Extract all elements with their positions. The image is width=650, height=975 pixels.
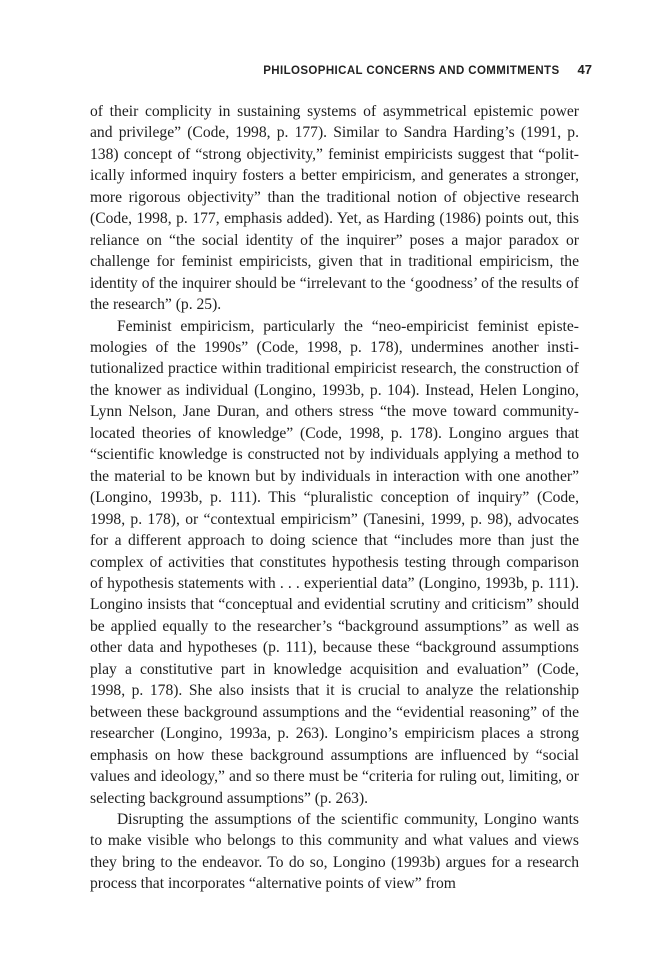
body-text [90, 101, 579, 895]
running-header [90, 62, 592, 82]
running-title: PHILOSOPHICAL CONCERNS AND COMMITMENTS [263, 65, 560, 77]
page-number: 47 [577, 62, 592, 77]
paragraph-feminist-empiricism: Feminist empiricism, particularly the “neo-empiricist feminist epistemologies of the 1990s” (Code, 1998, p. 178), undermines another institutionalized practice within traditional empiricist research, the construction of the knower as individual (Longino, 1993b, p. 104). Instead, Helen Longino, Lynn Nelson, Jane Duran, and others stress “the move toward community-located theories of knowledge” (Code, 1998, p. 178). Longino argues that “scientific knowledge is constructed not by individuals applying a method to the material to be known but by individuals in interaction with one another” (Longino, 1993b, p. 111). This “pluralistic conception of inquiry” (Code, 1998, p. 178), or “contextual empiricism” (Tanesini, 1999, p. 98), advocates for a different approach to doing science that “includes more than just the complex of activities that constitutes hypothesis testing through comparison of hypothesis statements with . . . experiential data” (Longino, 1993b, p. 111). Longino insists that “conceptual and evidential scrutiny and criticism” should be applied equally to the researcher’s “background assumptions” as well as other data and hypotheses (p. 111), because these “background assumptions play a constitutive part in knowledge acquisition and evaluation” (Code, 1998, p. 178). She also insists that it is crucial to analyze the relationship between these background assumptions and the “evidential reasoning” of the researcher (Longino, 1993a, p. 263). Longino’s empiricism places a strong emphasis on how these background assumptions are influenced by “social values and ideology,” and so there must be “criteria for ruling out, limiting, or selecting background assumptions” (p. 263). [90, 317, 579, 807]
paragraph-continued: of their complicity in sustaining systems of asymmetrical epistemic power and privilege” (Code, 1998, p. 177). Similar to Sandra Harding’s (1991, p. 138) concept of “strong objectivity,” feminist empiricists suggest that “politically informed inquiry fosters a better empiricism, and generates a stronger, more rigorous objectivity” than the traditional notion of objective research (Code, 1998, p. 177, emphasis added). Yet, as Harding (1986) points out, this reliance on “the social identity of the inquirer” poses a major paradox or challenge for feminist empiricists, given that in traditional empiricism, the identity of the inquirer should be “irrelevant to the ‘goodness’ of the results of the research” (p. 25). [90, 103, 579, 314]
paragraph-disrupting-assumptions: Disrupting the assumptions of the scientific community, Longino wants to make visible who belongs to this community and what values and views they bring to the endeavor. To do so, Longino (1993b) argues for a research process that incorporates “alternative points of view” from [90, 810, 579, 893]
